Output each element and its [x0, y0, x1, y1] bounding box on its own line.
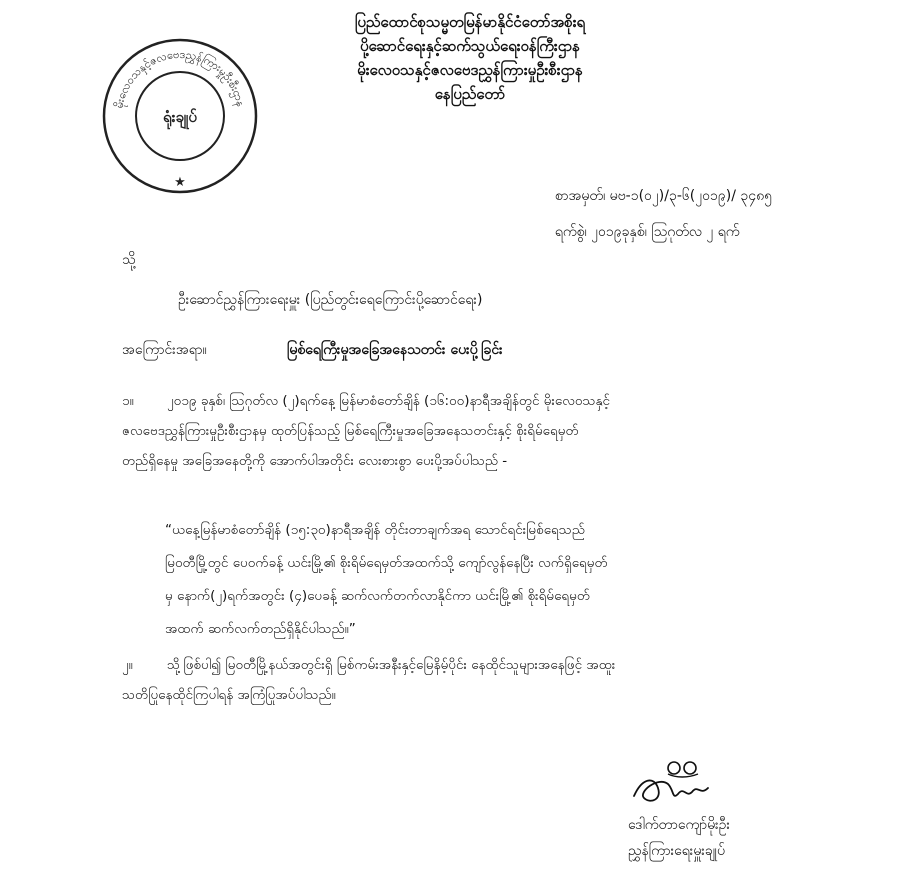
signature-graphic	[628, 758, 718, 810]
official-seal	[100, 36, 260, 196]
signer-name: ဒေါက်တာကျော်မိုးဦး	[628, 817, 731, 833]
paragraph-1-line: ဇလဗေဒညွှန်ကြားမှုဦးစီးဌာနမှ ထုတ်ပြန်သည့် မြစ်ရေကြီးမှုအခြေအနေသတင်းနှင့် စိုးရိမ်ရေမှတ်	[122, 423, 579, 439]
seal-center-text: ရုံးချုပ်	[163, 108, 197, 126]
signer-title: ညွှန်ကြားရေးမှူးချုပ်	[628, 843, 725, 859]
paragraph-1-line: ၂၀၁၉ ခုနှစ်၊ ဩဂုတ်လ (၂)ရက်နေ့ မြန်မာစံတော်ချိန် (၁၆:၀၀)နာရီအချိန်တွင် မိုးလေဝသနှင့်	[167, 393, 611, 409]
quote-line: “ယနေ့မြန်မာစံတော်ချိန် (၁၅:၃၀)နာရီအချိန် တိုင်းတာချက်အရ သောင်ရင်းမြစ်ရေသည်	[165, 522, 585, 538]
letterhead	[260, 10, 680, 106]
seal-graphic	[100, 36, 260, 196]
quoted-bulletin	[165, 514, 775, 646]
subject-label: အကြောင်းအရာ။	[122, 342, 207, 358]
paragraph-1-number: ၁။	[122, 393, 134, 409]
letter-meta	[555, 178, 772, 250]
letterhead-city: နေပြည်တော်	[434, 85, 506, 103]
to-label: သို့	[122, 252, 136, 268]
subject-line	[122, 340, 503, 361]
handwritten-signature	[628, 758, 718, 810]
paragraph-2-line: သတိပြုနေထိုင်ကြပါရန် အကြံပြုအပ်ပါသည်။	[122, 687, 336, 703]
quote-line: မြဝတီမြို့တွင် ပေ၀က်ခန့် ယင်းမြို့၏ စိုးရိမ်ရေမှတ်အထက်သို့ ကျော်လွန်နေပြီး လက်ရှိရေမှတ်	[165, 555, 608, 571]
letterhead-department: မိုးလေဝသနှင့်ဇလဗေဒညွှန်ကြားမှုဦးစီးဌာန	[357, 61, 583, 79]
paragraph-2-line: သို့ဖြစ်ပါ၍ မြဝတီမြို့နယ်အတွင်းရှိ မြစ်ကမ်းအနီးနှင့်မြေနိမ့်ပိုင်း နေထိုင်သူများအနေဖြင့် အထူး	[167, 657, 616, 673]
paragraph-1	[122, 386, 772, 476]
letterhead-ministry: ပို့ဆောင်ရေးနှင့်ဆက်သွယ်ရေးဝန်ကြီးဌာန	[360, 37, 580, 55]
quote-line: အထက် ဆက်လက်တည်ရှိနိုင်ပါသည်။”	[165, 621, 356, 637]
letterhead-government: ပြည်ထောင်စုသမ္မတမြန်မာနိုင်ငံတော်အစိုးရ	[354, 13, 586, 31]
recipient: ဦးဆောင်ညွှန်ကြားရေးမှူး (ပြည်တွင်းရေကြောင်းပို့ဆောင်ရေး)	[178, 292, 483, 308]
subject-value: မြစ်ရေကြီးမှုအခြေအနေသတင်း ပေးပို့ခြင်း	[287, 342, 503, 358]
letter-number: စာအမှတ်၊ မဗ-၁(၀၂)/၃-၆(၂၀၁၉)/ ၃၄၈၅	[554, 188, 772, 204]
signer-block	[628, 812, 730, 864]
paragraph-2-number: ၂။	[122, 657, 133, 673]
seal-star-icon: ★	[174, 175, 186, 190]
quote-line: မှ နောက်(၂)ရက်အတွင်း (၄)ပေခန့် ဆက်လက်တက်လာနိုင်ကာ ယင်းမြို့၏ စိုးရိမ်ရေမှတ်	[165, 588, 591, 604]
paragraph-1-line: တည်ရှိနေမှု အခြေအနေတို့ကို အောက်ပါအတိုင်း လေးစားစွာ ပေးပို့အပ်ပါသည် -	[122, 453, 508, 469]
seal-ring-text: မိုးလေဝသနှင့်ဇလဗေဒညွှန်ကြားမှုဦးစီးဌာန	[112, 47, 248, 110]
letter-date: ရက်စွဲ၊ ၂၀၁၉ခုနှစ်၊ ဩဂုတ်လ ၂ ရက်	[554, 224, 740, 240]
paragraph-2	[122, 650, 772, 710]
